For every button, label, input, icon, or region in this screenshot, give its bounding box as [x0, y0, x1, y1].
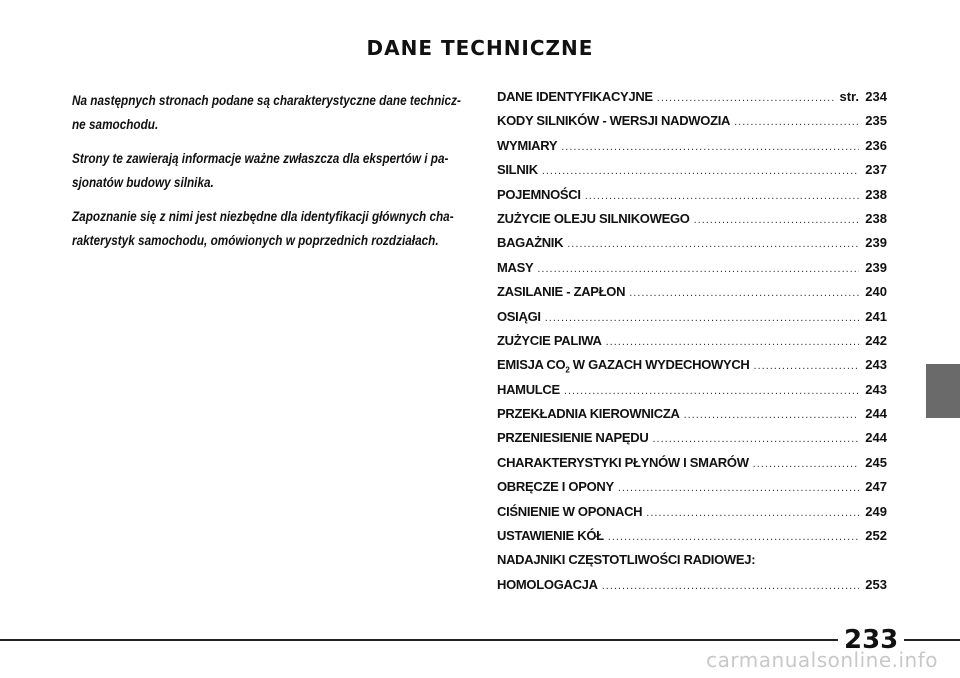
toc-entry[interactable]	[497, 231, 887, 255]
toc-leader-dots	[754, 354, 859, 378]
toc-entry[interactable]	[497, 256, 887, 280]
toc-entry[interactable]	[497, 207, 887, 231]
toc-entry-label: PRZEKŁADNIA KIEROWNICZA	[497, 406, 680, 422]
toc-entry-page: 249	[865, 503, 887, 519]
toc-entry-page: 245	[865, 454, 887, 470]
toc-entry[interactable]	[497, 85, 887, 109]
toc-entry[interactable]	[497, 378, 887, 402]
toc-entry-label: MASY	[497, 259, 534, 275]
toc-leader-dots	[753, 452, 859, 476]
toc-entry-page: 243	[865, 357, 887, 373]
toc-entry-label: POJEMNOŚCI	[497, 186, 581, 202]
toc-leader-dots	[537, 257, 859, 281]
toc-leader-dots	[545, 306, 859, 330]
toc-leader-dots	[561, 135, 859, 159]
watermark: carmanualsonline.info	[706, 648, 938, 672]
toc-entry[interactable]	[497, 548, 887, 572]
toc-entry[interactable]	[497, 524, 887, 548]
toc-entry[interactable]	[497, 158, 887, 182]
toc-entry-label: ZUŻYCIE PALIWA	[497, 332, 602, 348]
toc-entry-label: SILNIK	[497, 162, 538, 178]
toc-entry-page: 239	[865, 235, 887, 251]
toc-entry-label: CHARAKTERYSTYKI PŁYNÓW I SMARÓW	[497, 454, 749, 470]
toc-leader-dots	[606, 330, 859, 354]
toc-entry-label: DANE IDENTYFIKACYJNE	[497, 89, 653, 104]
toc-label-part: W GAZACH WYDECHOWYCH	[569, 357, 750, 373]
toc-entry[interactable]	[497, 451, 887, 475]
toc-entry[interactable]	[497, 109, 887, 133]
toc-leader-dots	[694, 208, 859, 232]
toc-entry-label: ZUŻYCIE OLEJU SILNIKOWEGO	[497, 210, 690, 226]
toc-leader-dots	[608, 525, 859, 549]
toc-leader-dots	[734, 110, 859, 134]
table-of-contents	[497, 85, 887, 597]
toc-entry-label	[497, 353, 750, 377]
toc-leader-dots	[684, 403, 859, 427]
toc-entry-page: 239	[865, 259, 887, 275]
toc-entry[interactable]	[497, 573, 887, 597]
toc-entry-page: 247	[865, 479, 887, 495]
intro-paragraph: Na następnych stronach podane są charakterystyczne dane technicz-ne samochodu.	[72, 92, 461, 132]
toc-str-label: str.	[839, 89, 859, 104]
toc-entry[interactable]	[497, 402, 887, 426]
toc-entry-page: 253	[865, 576, 887, 592]
page-title: DANE TECHNICZNE	[366, 36, 594, 60]
toc-entry[interactable]	[497, 183, 887, 207]
toc-entry-page: 241	[865, 308, 887, 324]
toc-entry-page: 244	[865, 406, 887, 422]
toc-entry-page: 240	[865, 284, 887, 300]
toc-leader-dots	[657, 86, 836, 110]
toc-entry[interactable]	[497, 353, 887, 377]
toc-entry[interactable]	[497, 329, 887, 353]
toc-entry-label: PRZENIESIENIE NAPĘDU	[497, 430, 649, 446]
toc-entry-label: USTAWIENIE KÓŁ	[497, 528, 604, 544]
toc-entry-label: NADAJNIKI CZĘSTOTLIWOŚCI RADIOWEJ:	[497, 552, 756, 568]
toc-entry[interactable]	[497, 500, 887, 524]
intro-paragraph: Strony te zawierają informacje ważne zwłaszcza dla ekspertów i pa-sjonatów budowy silnika.	[72, 150, 449, 190]
toc-entry-label: OSIĄGI	[497, 308, 541, 324]
footer-rule	[0, 639, 960, 641]
toc-entry-label: OBRĘCZE I OPONY	[497, 479, 614, 495]
toc-entry[interactable]	[497, 475, 887, 499]
toc-label-part: EMISJA CO	[497, 357, 566, 373]
toc-entry[interactable]	[497, 426, 887, 450]
toc-entry[interactable]	[497, 134, 887, 158]
toc-entry-page: 234	[865, 89, 887, 104]
toc-entry-page: 244	[865, 430, 887, 446]
toc-entry-page: 238	[865, 186, 887, 202]
toc-leader-dots	[542, 159, 859, 183]
toc-entry-label: CIŚNIENIE W OPONACH	[497, 503, 643, 519]
toc-label-subscript: 2	[565, 365, 570, 375]
toc-entry-page: 252	[865, 528, 887, 544]
toc-leader-dots	[652, 427, 859, 451]
toc-entry-page: 235	[865, 113, 887, 129]
intro-paragraph: Zapoznanie się z nimi jest niezbędne dla identyfikacji głównych cha-rakterystyk samochodu, omówionych w poprzednich rozdziałach.	[72, 208, 454, 248]
section-thumb-tab	[926, 364, 960, 418]
toc-leader-dots	[618, 476, 859, 500]
toc-leader-dots	[567, 232, 859, 256]
intro-text	[72, 88, 461, 262]
toc-leader-dots	[646, 501, 859, 525]
toc-entry-label: HOMOLOGACJA	[497, 576, 598, 592]
toc-entry-page: 237	[865, 162, 887, 178]
toc-entry-label: WYMIARY	[497, 137, 558, 153]
toc-leader-dots	[585, 184, 859, 208]
toc-entry-label: BAGAŻNIK	[497, 235, 564, 251]
toc-entry-page: 242	[865, 332, 887, 348]
toc-leader-dots	[564, 379, 859, 403]
toc-entry[interactable]	[497, 305, 887, 329]
toc-entry-label: HAMULCE	[497, 381, 560, 397]
toc-entry-label: KODY SILNIKÓW - WERSJI NADWOZIA	[497, 113, 731, 129]
toc-entry-page: 243	[865, 381, 887, 397]
toc-leader-dots	[629, 281, 859, 305]
toc-entry-page: 236	[865, 137, 887, 153]
toc-entry-page: 238	[865, 210, 887, 226]
toc-leader-dots	[602, 574, 859, 598]
toc-entry[interactable]	[497, 280, 887, 304]
page-number: 233	[838, 626, 904, 654]
toc-entry-label: ZASILANIE - ZAPŁON	[497, 284, 626, 300]
